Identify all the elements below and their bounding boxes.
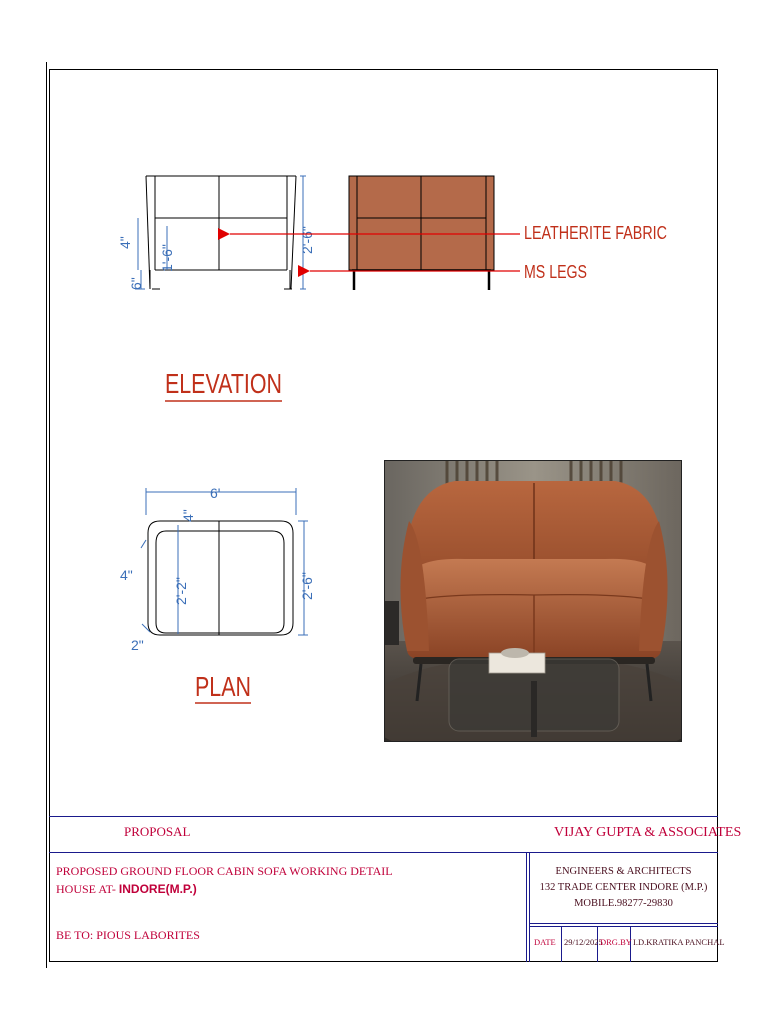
title-block-date-divider — [561, 926, 562, 962]
fabric-callout-label: LEATHERITE FABRIC — [524, 223, 667, 243]
project-title: PROPOSED GROUND FLOOR CABIN SOFA WORKING DETAIL — [56, 864, 393, 878]
drawn-by-value: I.D.KRATIKA PANCHAL — [633, 937, 725, 947]
plan-dim-seat-depth: 2'-2" — [173, 577, 189, 605]
project-location-place: INDORE(M.P.) — [118, 882, 197, 896]
firm-role: ENGINEERS & ARCHITECTS — [555, 866, 692, 877]
plan-dimensions — [141, 488, 308, 635]
sofa-reference-photo — [384, 460, 682, 742]
elevation-dim-leg: 6" — [128, 277, 144, 290]
plan-dim-total-depth: 2'-6" — [299, 572, 315, 600]
plan-dim-arm: 4" — [120, 567, 133, 583]
firm-address: 132 TRADE CENTER INDORE (M.P.) — [539, 882, 708, 893]
plan-dim-width: 6' — [210, 485, 221, 501]
client-name: BE TO: PIOUS LABORITES — [56, 928, 200, 942]
elevation-dim-total-height: 2'-6" — [299, 226, 315, 254]
elevation-colored-drawing — [349, 176, 494, 290]
firm-mobile: MOBILE.98277-29830 — [574, 898, 673, 909]
drawn-by-label: DRG.BY — [600, 937, 632, 947]
elevation-title: ELEVATION — [165, 368, 282, 399]
plan-title: PLAN — [195, 671, 251, 702]
plan-drawing — [148, 521, 293, 635]
plan-dim-base: 2" — [131, 637, 144, 653]
project-location — [56, 882, 197, 897]
date-value: 29/12/2025 — [564, 937, 603, 947]
project-location-prefix: HOUSE AT- — [56, 882, 119, 896]
title-block-info-divider-2 — [529, 926, 718, 927]
proposal-label: PROPOSAL — [124, 824, 191, 839]
plan-dim-back: 4" — [180, 509, 196, 522]
firm-name: VIJAY GUPTA & ASSOCIATES — [554, 825, 742, 840]
legs-callout-label: MS LEGS — [524, 262, 587, 282]
elevation-dim-cushion: 4" — [117, 236, 133, 249]
title-block — [49, 816, 742, 962]
date-label: DATE — [534, 937, 556, 947]
elevation-dim-seat-height: 1'-6" — [159, 244, 175, 272]
title-block-divider — [526, 852, 527, 962]
title-block-info-divider — [529, 923, 718, 924]
